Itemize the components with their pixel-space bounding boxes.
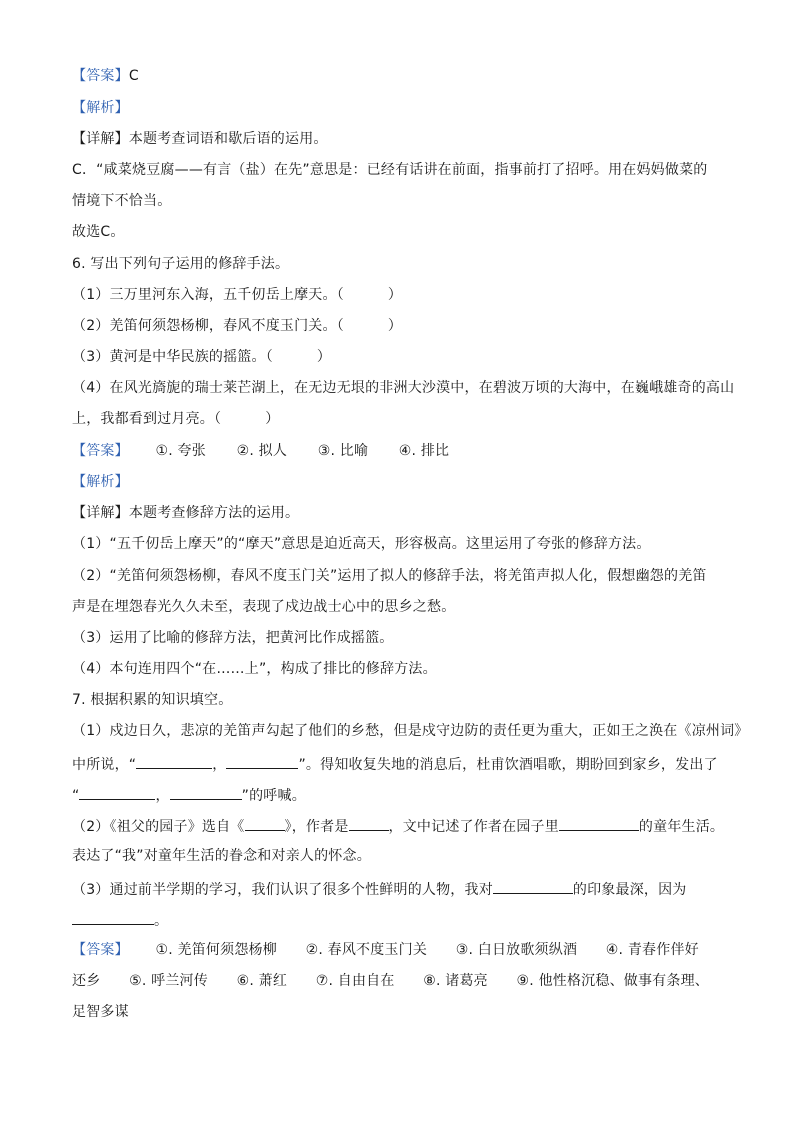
analysis-tag: 【解析】 [72,100,129,116]
q5-answer-line [72,66,732,86]
q5-detail-text: 本题考查词语和歇后语的运用。 [128,131,328,147]
q7-p3-line-2 [72,909,732,931]
q5-answer: C [128,68,139,84]
q7-p1-text-b: ， [212,757,227,773]
q7-p3-text-c: 。 [154,913,169,929]
q6-item-4-line-1: （4）在风光旖旎的瑞士莱芒湖上，在无边无垠的非洲大沙漠中，在碧波万顷的大海中，在巍峨雄奇的高山 [72,380,735,396]
q6-item-4-line-2 [72,409,732,429]
q7-answer-5: ⑤. 呼兰河传 [129,973,208,989]
q7-p2-text-b: 》，作者是 [284,819,349,835]
q7-answer-4-cont: 还乡 [72,973,101,989]
q7-title: 7. 根据积累的知识填空。 [72,692,233,708]
q5-explain-line-2: 情境下不恰当。 [72,193,172,209]
q7-answer-6: ⑥. 萧红 [236,973,288,989]
q7-p1-text-e: ， [155,788,170,804]
q7-answer-2: ②. 春风不度玉门关 [305,942,428,958]
q7-p3-text-a: （3）通过前半学期的学习，我们认识了很多个性鲜明的人物，我对 [72,882,493,898]
fill-blank[interactable] [79,784,155,800]
detail-tag: 【详解】 [72,131,129,147]
fill-blank[interactable] [226,753,298,769]
q7-p3-text-b: 的印象最深，因为 [572,882,687,898]
fill-blank[interactable] [136,753,212,769]
q6-detail-text: 本题考查修辞方法的运用。 [128,505,300,521]
answer-tag: 【答案】 [72,443,129,459]
q7-p1-text-c: ”。得知收复失地的消息后，杜甫饮酒唱歌，期盼回到家乡，发出了 [298,757,718,773]
q6-explain-3: （3）运用了比喻的修辞方法，把黄河比作成摇篮。 [72,630,394,646]
q6-title: 6. 写出下列句子运用的修辞手法。 [72,256,290,272]
q7-p3-line-1 [72,878,732,900]
q7-p2-text-a: （2）《祖父的园子》选自《 [72,819,245,835]
q6-answer-2: ②. 拟人 [236,443,288,459]
q5-analysis-tag-line [72,98,732,118]
q6-answer-3: ③. 比喻 [317,443,369,459]
detail-tag: 【详解】 [72,505,129,521]
answer-tag: 【答案】 [72,942,129,958]
q7-answer-line-2 [72,971,732,991]
q6-item-4-text: 上，我都看到过月亮。（ [72,411,222,427]
q6-item-3 [72,347,732,367]
q7-p1-line-3 [72,784,732,806]
fill-blank[interactable] [245,815,285,831]
q7-answer-7: ⑦. 自由自在 [315,973,395,989]
close-paren: ） [316,349,332,365]
close-paren: ） [387,318,403,334]
fill-blank[interactable] [72,909,154,925]
q7-p1-text-a: 中所说，“ [72,757,137,773]
q6-item-3-text: （3）黄河是中华民族的摇篮。（ [72,349,273,365]
close-paren: ） [387,287,403,303]
q7-answer-4: ④. 青春作伴好 [605,942,699,958]
q7-answer-line-1 [72,940,732,960]
q5-conclusion: 故选C。 [72,224,125,240]
q6-answer-1: ①. 夸张 [155,443,206,459]
q6-analysis-tag-line [72,472,732,492]
q7-answer-3: ③. 白日放歌须纵酒 [455,942,578,958]
q7-p1-text-f: ”的呼喊。 [241,788,306,804]
fill-blank[interactable] [493,878,573,894]
q6-explain-2b: 声是在埋怨春光久久未至，表现了戍边战士心中的思乡之愁。 [72,599,456,615]
q7-p1-line-2 [72,753,732,775]
q7-p2-line-1 [72,815,732,837]
q7-p1-text-d: “ [72,788,80,804]
q5-explain-line-1: C．“咸菜烧豆腐——有言（盐）在先”意思是：已经有话讲在前面，指事前打了招呼。用在妈妈做菜的 [72,162,708,178]
q6-explain-4: （4）本句连用四个“在……上”，构成了排比的修辞方法。 [72,661,437,677]
q6-item-1 [72,285,732,305]
q6-answer-line [72,441,732,461]
analysis-tag: 【解析】 [72,474,129,490]
q7-answer-1: ①. 羌笛何须怨杨柳 [155,942,277,958]
q7-answer-line-3: 足智多谋 [72,1004,129,1020]
q6-explain-1: （1）“五千仞岳上摩天”的“摩天”意思是迫近高天，形容极高。这里运用了夸张的修辞方法。 [72,536,651,552]
q7-answer-9: ⑨. 他性格沉稳、做事有条理、 [516,973,709,989]
q6-detail-line [72,503,732,523]
fill-blank[interactable] [170,784,242,800]
q7-p2-line-2: 表达了“我”对童年生活的眷念和对亲人的怀念。 [72,848,371,864]
answer-tag: 【答案】 [72,68,129,84]
q7-answer-8: ⑧. 诸葛亮 [423,973,488,989]
q5-detail-line [72,129,732,149]
q6-explain-2: （2）“羌笛何须怨杨柳，春风不度玉门关”运用了拟人的修辞手法，将羌笛声拟人化，假想幽怨的羌笛 [72,568,707,584]
fill-blank[interactable] [349,815,389,831]
q6-item-2-text: （2）羌笛何须怨杨柳，春风不度玉门关。（ [72,318,344,334]
q7-p1-line-1: （1）戍边日久，悲凉的羌笛声勾起了他们的乡愁，但是戍守边防的责任更为重大，正如王之涣在《凉州词》 [72,723,749,739]
q7-p2-text-c: ，文中记述了作者在园子里 [388,819,559,835]
q7-p2-text-d: 的童年生活。 [638,819,725,835]
fill-blank[interactable] [559,815,639,831]
q6-item-2 [72,316,732,336]
q6-answer-4: ④. 排比 [398,443,450,459]
q6-item-1-text: （1）三万里河东入海，五千仞岳上摩天。（ [72,287,344,303]
close-paren: ） [265,411,280,427]
